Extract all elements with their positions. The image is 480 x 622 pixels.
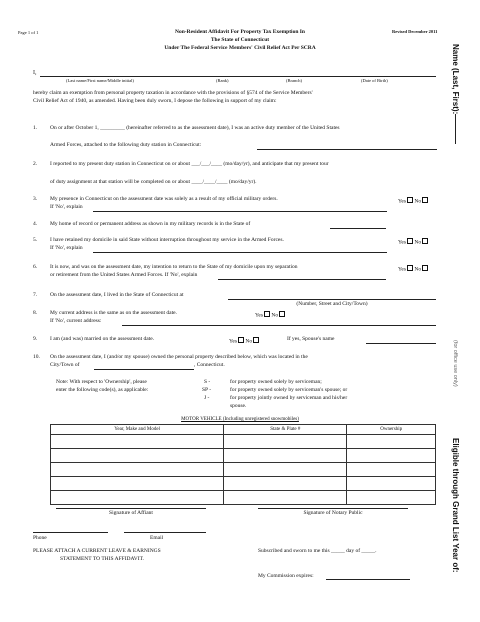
page-number: Page 1 of 1 [18,30,39,35]
commission-label: My Commission expires: [258,573,314,579]
item5-yesno[interactable]: Yes No [398,238,428,246]
yes-checkbox[interactable] [238,337,244,343]
label-rank: (Rank) [216,78,229,83]
table-caption: MOTOR VEHICLE (Including unregistered snowmobiles) [181,417,299,422]
item9-spouse: If yes, Spouse's name [287,336,335,342]
item10-ct: , Connecticut. [194,362,225,368]
yes-checkbox[interactable] [407,197,413,203]
code-s-desc: for property owned solely by serviceman; [230,379,322,385]
item8-yesno[interactable]: Yes No [255,311,285,319]
affiant-signature-line[interactable] [56,508,206,509]
item2-line2: of duty assignment at that station will be completed on or about ____/____/____ (mo/day/yr). [50,179,257,185]
code-j: J - [204,395,210,401]
col-header-state-plate: State & Plate # [224,425,347,435]
item3-yesno[interactable]: Yes No [398,197,428,205]
item1-line1: On or after October 1, _________ (hereinafter referred to as the assessment date), I was an active duty member of the United States [50,125,340,131]
intro-line2: Civil Relief Act of 1940, as amended. Having been duly sworn, I depose the following in support of my claim: [33,98,277,104]
table-row[interactable] [51,463,436,477]
margin-name-field[interactable] [455,114,456,144]
item-number: 3. [33,196,38,202]
code-sp: SP - [202,387,212,393]
code-j-desc: for property jointly owned by serviceman and his/her [230,395,348,401]
ownership-note-1: Note: With respect to 'Ownership', please [56,379,147,385]
explain-field[interactable] [218,279,386,280]
no-checkbox[interactable] [279,311,285,317]
margin-eligible-label: Eligible through Grand List Year of: [451,438,460,573]
item6-line2: or retirement from the United States Armed Forces. If 'No', explain [50,272,198,278]
affiant-signature-label: Signature of Affiant [109,510,153,516]
ownership-note-2: enter the following code(s), as applicable: [56,387,149,393]
email-label: Email [150,535,164,541]
attach-notice-1: PLEASE ATTACH A CURRENT LEAVE & EARNINGS [33,548,161,554]
code-s: S - [204,379,211,385]
item-number: 6. [33,264,38,270]
item9-line1: I am (and was) married on the assessment date. [50,336,155,342]
item2-line1: I reported to my present duty station in Connecticut on or about ___/___/____ (mo/day/yr), and anticipate that my present tour [50,161,329,167]
no-checkbox[interactable] [422,197,428,203]
item3-line1: My presence in Connecticut on the assessment date was solely as a result of my official military orders. [50,196,278,202]
no-checkbox[interactable] [422,238,428,244]
item-number: 5. [33,237,38,243]
item-number: 8. [33,310,38,316]
item7-line1: On the assessment date, I lived in the State of Connecticut at [50,292,184,298]
city-town-field[interactable] [94,369,194,370]
item3-line2: If 'No', explain [50,204,83,210]
code-sp-desc: for property owned solely by serviceman's spouse; or [230,387,348,393]
item-number: 10. [33,354,40,360]
office-use-label: (for office use only) [452,340,458,387]
col-header-year-make-model: Year, Make and Model [51,425,224,435]
yes-checkbox[interactable] [264,311,270,317]
table-row[interactable] [51,491,436,505]
item-number: 9. [33,336,38,342]
table-row[interactable] [51,435,436,449]
no-checkbox[interactable] [253,337,259,343]
item6-line1: It is now, and was on the assessment date, my intention to return to the State of my domicile upon my separation [50,264,298,270]
item10-line2: City/Town of [50,362,80,368]
intro-line1: hereby claim an exemption from personal property taxation in accordance with the provisions of §574 of the Service Members' [33,90,313,96]
intro-i: I, [33,70,37,76]
item-number: 7. [33,292,38,298]
notary-signature-label: Signature of Notary Public [303,510,363,516]
address-label: (Number, Street and City/Town) [296,301,368,307]
item10-line1: On the assessment date, I (and/or my spouse) owned the personal property described below, which was located in the [50,354,308,360]
subscribed-line: Subscribed and sworn to me this _____ day of _____. [258,548,377,554]
no-checkbox[interactable] [422,265,428,271]
label-name: (Last name/First name/Middle initial) [66,78,134,83]
table-header-row [51,425,436,435]
ct-address-field[interactable] [228,299,436,300]
email-line[interactable] [124,532,206,533]
item-number: 2. [33,161,38,167]
item-number: 1. [33,125,38,131]
home-state-field[interactable] [330,228,386,229]
commission-date-field[interactable] [326,579,410,580]
revised-date: Revised December 2011 [392,29,438,34]
explain-field[interactable] [93,252,387,253]
col-header-ownership: Ownership [347,425,436,435]
table-row[interactable] [51,477,436,491]
yes-checkbox[interactable] [407,238,413,244]
phone-label: Phone [33,535,47,541]
item-number: 4. [33,221,38,227]
claimant-info-field[interactable] [40,76,436,77]
form-title-line3: Under The Federal Service Members' Civil Relief Act Per SCRA [164,45,316,51]
item5-line1: I have retained my domicile in said State without interruption throughout my service in the Armed Forces. [50,237,284,243]
yes-checkbox[interactable] [407,265,413,271]
item8-line1: My current address is the same as on the assessment date. [50,310,177,316]
duty-station-field[interactable] [257,149,437,150]
form-title-line1: Non-Resident Affidavit For Property Tax Exemption In [175,29,305,35]
margin-name-label: Name (Last, First): [451,44,460,115]
table-row[interactable] [51,449,436,463]
current-address-field[interactable] [122,325,436,326]
vehicle-table [50,424,436,505]
code-j-desc-2: spouse. [230,403,247,409]
explain-field[interactable] [93,211,387,212]
attach-notice-2: STATEMENT TO THIS AFFIDAVIT. [60,556,144,562]
item9-yesno[interactable]: Yes No [229,337,259,345]
item1-line2: Armed Forces, attached to the following duty station in Connecticut: [50,142,202,148]
item5-line2: If 'No', explain [50,245,83,251]
label-dob: (Date of Birth) [361,78,388,83]
label-branch: (Branch) [286,78,302,83]
spouse-name-field[interactable] [366,343,436,344]
item8-line2: If 'No', current address: [50,318,102,324]
item4-line1: My home of record or permanent address as shown in my military records is in the State of [50,221,251,227]
item6-yesno[interactable]: Yes No [398,265,428,273]
notary-signature-line[interactable] [258,508,408,509]
phone-line[interactable] [33,532,108,533]
form-title-line2: The State of Connecticut [210,37,270,43]
